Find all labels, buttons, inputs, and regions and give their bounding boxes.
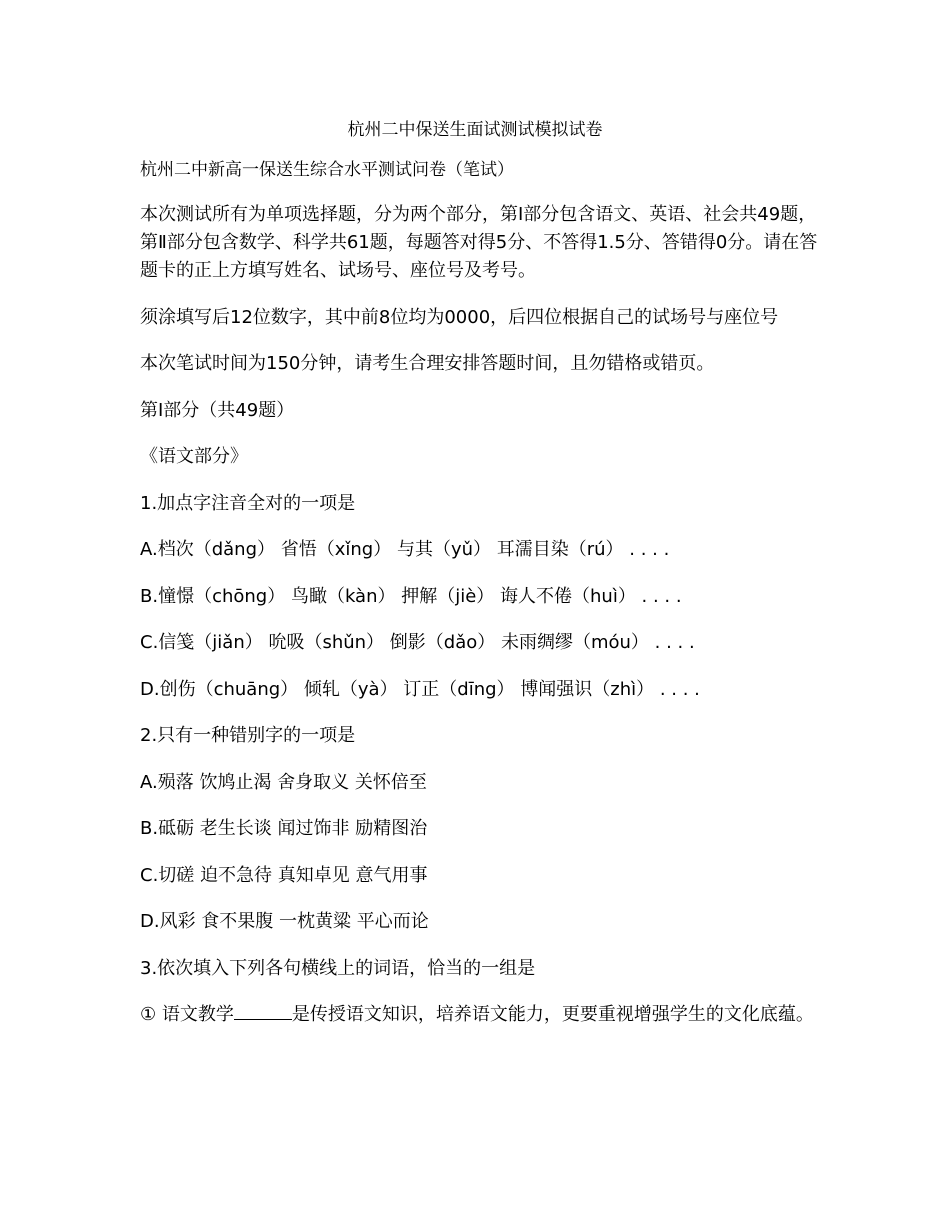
question-1-option-b: B.憧憬（chōng） 鸟瞰（kàn） 押解（jiè） 诲人不倦（huì） . . . . [140,585,682,607]
question-3-sentence-1 [140,1001,820,1029]
document-title: 杭州二中保送生面试测试模拟试卷 [347,120,603,140]
subsection-heading: 《语文部分》 [140,446,248,467]
sentence-end: 是传授语文知识，培养语文能力，更要重视增强学生的文化底蕴。 [291,1004,814,1025]
document-subtitle: 杭州二中新高一保送生综合水平测试问卷（笔试） [140,160,514,180]
question-2-option-c: C.切磋 迫不急待 真知卓见 意气用事 [140,864,428,886]
question-1: 1.加点字注音全对的一项是 [140,492,356,514]
question-2-option-d: D.风彩 食不果腹 一枕黄粱 平心而论 [140,911,429,932]
question-2-option-a: A.殒落 饮鸠止渴 舍身取义 关怀倍至 [140,771,427,793]
fill-blank [234,1001,292,1020]
question-1-option-c: C.信笺（jiǎn） 吮吸（shǔn） 倒影（dǎo） 未雨绸缪（móu） . . . . [140,632,695,653]
section-heading: 第Ⅰ部分（共49题） [140,399,295,421]
question-1-option-d: D.创伤（chuāng） 倾轧（yà） 订正（dīng） 博闻强识（zhì） . . . . [140,678,700,700]
question-2-option-b: B.砥砺 老生长谈 闻过饰非 励精图治 [140,818,428,839]
paragraph-instructions: 本次测试所有为单项选择题，分为两个部分，第Ⅰ部分包含语文、英语、社会共49题，第Ⅱ部分包含数学、科学共61题，每题答对得5分、不答得1.5分、答错得0分。请在答题卡的正上方填写姓名、试场号、座位号及考号。 [140,204,818,281]
document-body [140,201,820,1048]
question-2: 2.只有一种错别字的一项是 [140,725,356,746]
paragraph-fill-instructions: 须涂填写后12位数字，其中前8位均为0000，后四位根据自己的试场号与座位号 [140,306,779,328]
question-3: 3.依次填入下列各句横线上的词语，恰当的一组是 [140,957,536,979]
sentence-start: ① 语文教学 [140,1004,234,1025]
paragraph-time-limit: 本次笔试时间为150分钟，请考生合理安排答题时间，且勿错格或错页。 [140,353,715,374]
question-1-option-a: A.档次（dǎng） 省悟（xǐng） 与其（yǔ） 耳濡目染（rú） . . . . [140,539,670,560]
